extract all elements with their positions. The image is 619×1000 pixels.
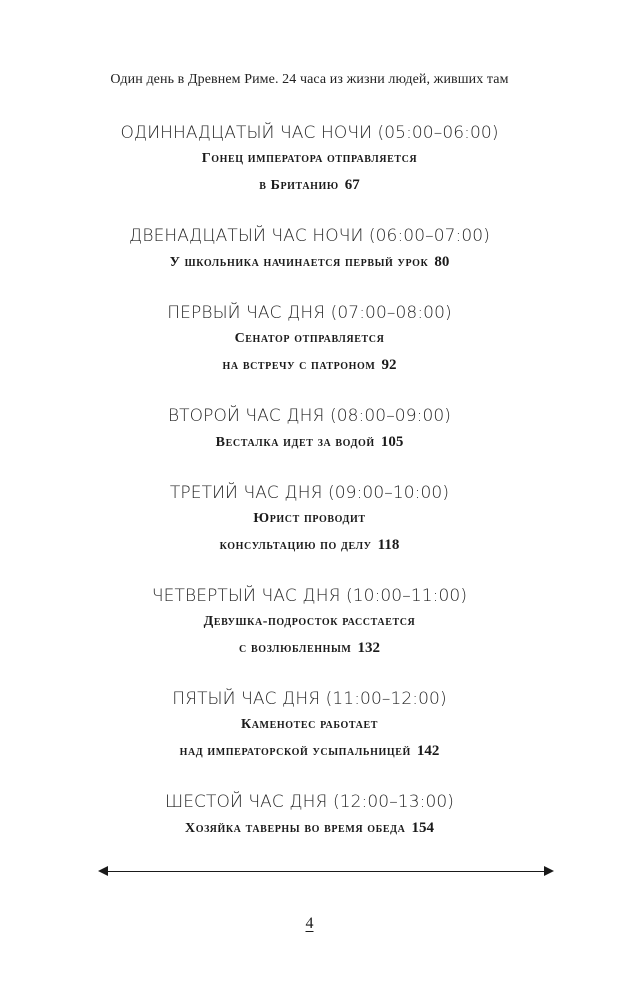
chapter-title-line: Каменотес работает [240, 717, 378, 732]
toc-entry [0, 480, 619, 559]
chapter-title-text: над императорской усыпальницей [179, 744, 411, 759]
hour-heading: ДВЕНАДЦАТЫЙ ЧАС НОЧИ (06:00–07:00) [129, 226, 490, 246]
toc-entry [0, 223, 619, 276]
hour-heading: ПЯТЫЙ ЧАС ДНЯ (11:00–12:00) [172, 689, 447, 709]
chapter-title-text: с возлюбленным [239, 641, 352, 656]
page-reference: 132 [357, 640, 380, 656]
page-reference: 92 [381, 357, 397, 373]
chapter-title-line [0, 352, 619, 379]
chapter-title-line [0, 429, 619, 456]
chapter-title-line [0, 249, 619, 276]
chapter-title-text: консультацию по делу [219, 538, 372, 553]
hour-heading: ШЕСТОЙ ЧАС ДНЯ (12:00–13:00) [164, 792, 455, 812]
hour-heading: ВТОРОЙ ЧАС ДНЯ (08:00–09:00) [167, 406, 452, 426]
chapter-title-line [0, 815, 619, 842]
hour-heading: ТРЕТИЙ ЧАС ДНЯ (09:00–10:00) [169, 483, 450, 503]
page-reference: 118 [377, 537, 400, 553]
page-number [0, 915, 619, 933]
table-of-contents [0, 120, 619, 866]
toc-entry [0, 583, 619, 662]
chapter-title-line: Юрист проводит [253, 511, 366, 526]
page-reference: 105 [380, 434, 404, 450]
toc-entry [0, 789, 619, 842]
chapter-title-line: Девушка-подросток расстается [203, 614, 416, 629]
toc-entry [0, 120, 619, 199]
chapter-title-line [0, 532, 619, 559]
double-arrow-divider [104, 871, 548, 872]
chapter-title-line [0, 172, 619, 199]
arrowhead-left-icon [98, 866, 108, 876]
chapter-title-text: Весталка идет за водой [215, 435, 375, 450]
toc-entry [0, 403, 619, 456]
hour-heading: ПЕРВЫЙ ЧАС ДНЯ (07:00–08:00) [167, 303, 452, 323]
chapter-title-text: на встречу с патроном [222, 358, 376, 373]
chapter-title-line: Гонец императора отправляется [201, 151, 418, 166]
page-reference: 154 [411, 820, 434, 836]
page-reference: 80 [434, 254, 450, 270]
toc-entry [0, 300, 619, 379]
chapter-title-line [0, 738, 619, 765]
chapter-title-text: У школьника начинается первый урок [169, 255, 429, 270]
hour-heading: ЧЕТВЕРТЫЙ ЧАС ДНЯ (10:00–11:00) [151, 586, 468, 606]
hour-heading: ОДИННАДЦАТЫЙ ЧАС НОЧИ (05:00–06:00) [120, 123, 499, 143]
arrowhead-right-icon [544, 866, 554, 876]
page-reference: 142 [416, 743, 440, 759]
chapter-title-text: в Британию [259, 178, 339, 193]
page-number-text: 4 [305, 915, 314, 932]
page-reference: 67 [344, 177, 360, 193]
running-head: Один день в Древнем Риме. 24 часа из жизни людей, живших там [110, 72, 509, 87]
chapter-title-line: Сенатор отправляется [234, 331, 385, 346]
chapter-title-line [0, 635, 619, 662]
toc-entry [0, 686, 619, 765]
chapter-title-text: Хозяйка таверны во время обеда [185, 821, 406, 836]
